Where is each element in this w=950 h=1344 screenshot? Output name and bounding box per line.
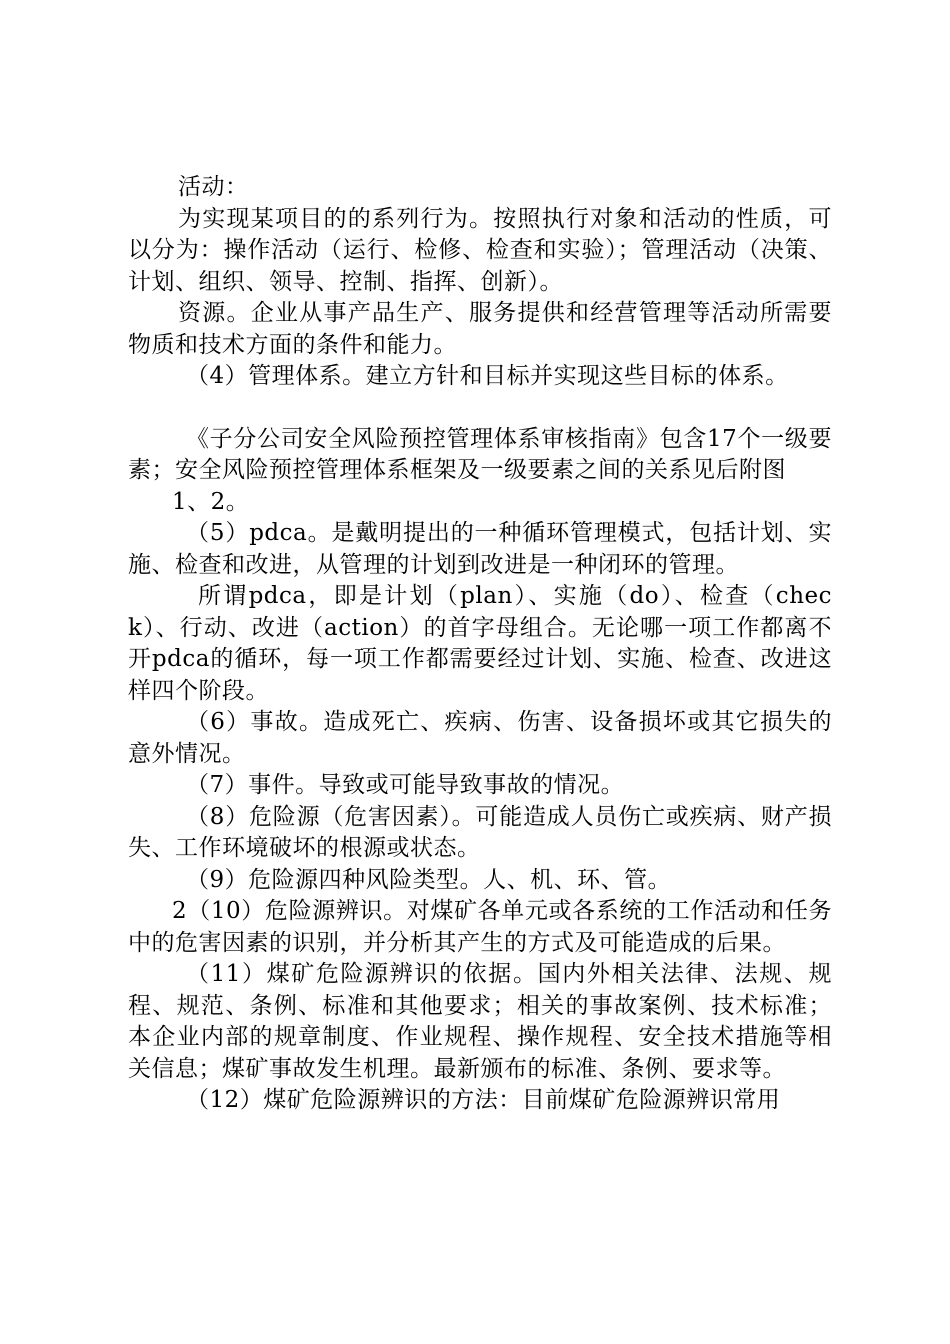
paragraph-management-system: （4）管理体系。建立方针和目标并实现这些目标的体系。 [186, 363, 789, 389]
paragraph-hazard-identification: 2（10）危险源辨识。对煤矿各单元或各系统的工作活动和任务中的危害因素的识别，并分析其产生的方式及可能造成的后果。 [128, 898, 832, 956]
paragraph-spacer [128, 393, 832, 424]
paragraph-figure-ref: 1、2。 [172, 488, 250, 515]
paragraph-identification-basis: （11）煤矿危险源辨识的依据。国内外相关法律、法规、规程、规范、条例、标准和其他要求；相关的事故案例、技术标准；本企业内部的规章制度、作业规程、操作规程、安全技术措施等相关信息；煤矿事故发生机理。最新颁布的标准、条例、要求等。 [128, 961, 832, 1082]
paragraph-activity-definition: 为实现某项目的的系列行为。按照执行对象和活动的性质，可以分为：操作活动（运行、检修、检查和实验）；管理活动（决策、计划、组织、领导、控制、指挥、创新）。 [128, 205, 832, 295]
paragraph-incident: （7）事件。导致或可能导致事故的情况。 [186, 772, 625, 798]
paragraph-identification-methods: （12）煤矿危险源辨识的方法：目前煤矿危险源辨识常用 [186, 1087, 781, 1113]
paragraph-risk-types: （9）危险源四种风险类型。人、机、环、管。 [186, 866, 672, 893]
paragraph-heading-activity: 活动： [178, 174, 249, 200]
paragraph-audit-guide: 《子分公司安全风险预控管理体系审核指南》包含17个一级要素；安全风险预控管理体系框架及一级要素之间的关系见后附图 [128, 425, 832, 483]
paragraph-hazard-source: （8）危险源（危害因素）。可能造成人员伤亡或疾病、财产损失、工作环境破坏的根源或状态。 [128, 803, 832, 861]
paragraph-accident: （6）事故。造成死亡、疾病、伤害、设备损坏或其它损失的意外情况。 [128, 709, 832, 767]
document-body [128, 172, 832, 1117]
paragraph-pdca-explained: 所谓pdca，即是计划（plan）、实施（do）、检查（check）、行动、改进（action）的首字母组合。无论哪一项工作都离不开pdca的循环，每一项工作都需要经过计划、实施、检查、改进这样四个阶段。 [128, 583, 832, 704]
paragraph-resources: 资源。企业从事产品生产、服务提供和经营管理等活动所需要物质和技术方面的条件和能力。 [128, 300, 832, 358]
paragraph-pdca: （5）pdca。是戴明提出的一种循环管理模式，包括计划、实施、检查和改进，从管理的计划到改进是一种闭环的管理。 [128, 520, 832, 578]
